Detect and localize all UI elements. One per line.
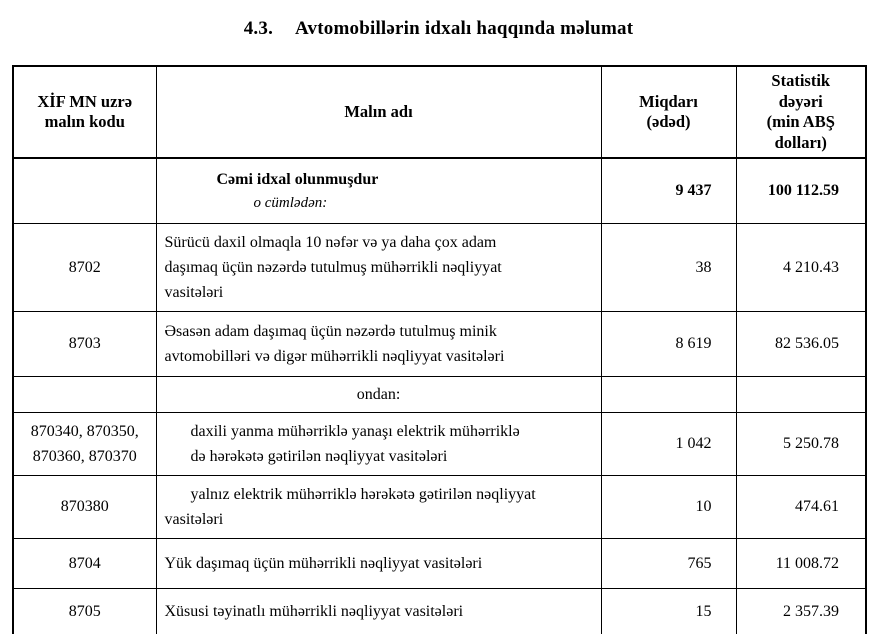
statistic-value: 2 357.39 [736,588,866,634]
header-value-column [736,66,866,158]
statistic-value: 100 112.59 [736,158,866,223]
product-name-line: daxili yanma mühərriklə yanaşı elektrik mühərriklə [190,422,520,440]
header-line: (min ABŞ [766,112,835,131]
quantity-value: 9 437 [601,158,736,223]
product-name-cell [156,412,601,475]
header-name-column [156,66,601,158]
quantity-value: 10 [601,475,736,538]
product-name-line: avtomobilləri və digər mühərrikli nəqliyyat vasitələri [164,347,505,365]
table-row [13,412,866,475]
table-row-section [13,376,866,412]
header-line: Malın adı [344,101,413,121]
header-quantity-column [601,66,736,158]
product-name-cell [156,223,601,311]
table-header-row [13,66,866,158]
product-name-line: daşımaq üçün nəzərdə tutulmuş mühərrikli nəqliyyat [164,258,502,276]
quantity-cell-empty [601,376,736,412]
table-row-total [13,158,866,223]
section-label: ondan: [156,376,601,412]
quantity-value: 1 042 [601,412,736,475]
product-name-cell [156,311,601,376]
header-line: dəyəri [778,91,823,111]
header-code-column [13,66,156,158]
product-code-cell [13,412,156,475]
header-line: malın kodu [44,112,125,131]
product-code-cell [13,376,156,412]
table-row [13,475,866,538]
quantity-value: 8 619 [601,311,736,376]
product-name-line: vasitələri [164,283,224,301]
statistic-value: 11 008.72 [736,538,866,588]
product-code-line: 870360, 870370 [32,447,137,465]
product-code: 8703 [13,311,156,376]
statistic-value: 82 536.05 [736,311,866,376]
imports-table [12,65,867,634]
total-label: Cəmi idxal olunmuşdur [216,171,379,189]
product-name-line: Sürücü daxil olmaqla 10 nəfər və ya daha çox adam [164,233,497,251]
product-name: Yük daşımaq üçün mühərrikli nəqliyyat vasitələri [156,538,601,588]
quantity-value: 15 [601,588,736,634]
product-name-line: yalnız elektrik mühərriklə hərəkətə gətirilən nəqliyyat [190,485,536,503]
statistic-value: 5 250.78 [736,412,866,475]
total-note: o cümlədən: [253,195,328,212]
header-line: Miqdarı [639,91,698,111]
table-row [13,538,866,588]
product-name-line: Əsasən adam daşımaq üçün nəzərdə tutulmuş minik [164,322,497,340]
product-code: 8702 [13,223,156,311]
product-name-cell [156,475,601,538]
quantity-value: 38 [601,223,736,311]
section-number: 4.3. [243,18,274,39]
product-code-line: 870340, 870350, [30,422,139,440]
product-code: 8705 [13,588,156,634]
statistic-cell-empty [736,376,866,412]
quantity-value: 765 [601,538,736,588]
product-code-cell [13,158,156,223]
table-row [13,223,866,311]
page-title [0,18,877,40]
statistic-value: 4 210.43 [736,223,866,311]
product-name: Xüsusi təyinatlı mühərrikli nəqliyyat vasitələri [156,588,601,634]
table-row [13,311,866,376]
header-line: (ədəd) [646,112,691,131]
product-name-line: vasitələri [164,510,224,528]
product-code: 8704 [13,538,156,588]
product-code: 870380 [13,475,156,538]
product-name-cell [156,158,601,223]
table-row [13,588,866,634]
header-line: XİF MN uzrə [37,91,133,111]
header-line: dolları) [774,132,827,152]
section-title-text: Avtomobillərin idxalı haqqında məlumat [295,18,634,39]
header-line: Statistik [771,71,831,90]
statistic-value: 474.61 [736,475,866,538]
product-name-line: də hərəkətə gətirilən nəqliyyat vasitələri [190,447,448,465]
